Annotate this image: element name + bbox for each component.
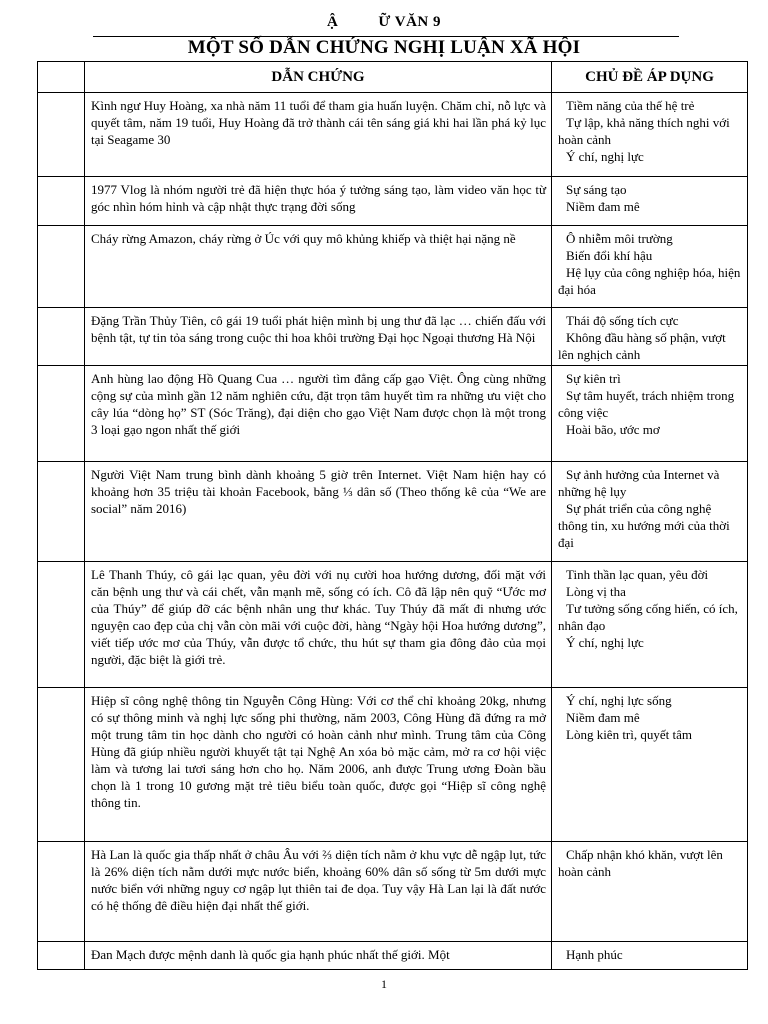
topic-item: Ô nhiễm môi trường bbox=[566, 231, 673, 246]
table-row bbox=[38, 177, 748, 226]
header-blank-cell bbox=[38, 62, 85, 93]
row-index-cell bbox=[38, 462, 85, 562]
row-index-cell bbox=[38, 308, 85, 366]
table-row bbox=[38, 462, 748, 562]
topic-item: Tư tưởng sống cống hiến, có ích, nhân đạo bbox=[558, 601, 738, 633]
row-index-cell bbox=[38, 177, 85, 226]
document-title: MỘT SỐ DẪN CHỨNG NGHỊ LUẬN XÃ HỘI bbox=[187, 37, 581, 58]
topic-item: Hạnh phúc bbox=[566, 947, 623, 962]
topic-item: Ý chí, nghị lực bbox=[566, 635, 644, 650]
topic-cell bbox=[552, 226, 748, 308]
evidence-cell: Anh hùng lao động Hồ Quang Cua … người tìm đẳng cấp gạo Việt. Ông cùng những cộng sự của mình gần 12 năm nghiên cứu, đặt trọn tâm huyết tìm ra những ưu việt cho cây lúa “dòng họ” ST (Sóc Trăng), đại diện cho gạo Việt Nam được chọn là một trong 3 loại gạo ngon nhất thế giới bbox=[85, 366, 552, 462]
topic-cell bbox=[552, 942, 748, 970]
row-index-cell bbox=[38, 688, 85, 842]
topic-item: Niềm đam mê bbox=[566, 710, 640, 725]
evidence-cell: 1977 Vlog là nhóm người trẻ đã hiện thực hóa ý tưởng sáng tạo, làm video văn học từ góc nhìn hóm hỉnh và cập nhật thực trạng đời sống bbox=[85, 177, 552, 226]
topic-item: Sự ảnh hưởng của Internet và những hệ lụy bbox=[558, 467, 720, 499]
table-row bbox=[38, 942, 748, 970]
topic-item: Ý chí, nghị lực sống bbox=[566, 693, 672, 708]
page-header bbox=[0, 14, 768, 31]
topic-cell bbox=[552, 462, 748, 562]
topic-cell bbox=[552, 366, 748, 462]
header-topic: CHỦ ĐỀ ÁP DỤNG bbox=[552, 62, 748, 93]
evidence-cell: Hiệp sĩ công nghệ thông tin Nguyễn Công Hùng: Với cơ thể chỉ khoảng 20kg, nhưng có sự thông minh và nghị lực sống phi thường, năm 2003, Công Hùng đã đứng ra mở một trung tâm tin học dành cho người có hoàn cảnh như mình. Trung tâm của Công Hùng đã giúp nhiều người khuyết tật tại Nghệ An xóa bỏ mặc cảm, mở ra cơ hội việc làm và tương lai tươi sáng hơn cho họ. Năm 2006, anh được Trung ương Đoàn bầu chọn là 1 trong 10 gương mặt trẻ tiêu biểu toàn quốc, được gọi “Hiệp sĩ công nghệ thông tin. bbox=[85, 688, 552, 842]
row-index-cell bbox=[38, 366, 85, 462]
row-index-cell bbox=[38, 226, 85, 308]
topic-item: Lòng kiên trì, quyết tâm bbox=[566, 727, 693, 742]
topic-item: Thái độ sống tích cực bbox=[566, 313, 679, 328]
topic-cell bbox=[552, 93, 748, 177]
topic-item: Tự lập, khả năng thích nghi với hoàn cảnh bbox=[558, 115, 730, 147]
row-index-cell bbox=[38, 562, 85, 688]
evidence-cell: Đan Mạch được mệnh danh là quốc gia hạnh phúc nhất thế giới. Một bbox=[85, 942, 552, 970]
table-row bbox=[38, 842, 748, 942]
topic-item: Ý chí, nghị lực bbox=[566, 149, 644, 164]
evidence-cell: Người Việt Nam trung bình dành khoảng 5 giờ trên Internet. Việt Nam hiện hay có khoảng hơn 35 triệu tài khoản Facebook, bằng ⅓ dân số (Theo thống kê của “We are social” năm 2016) bbox=[85, 462, 552, 562]
evidence-cell: Cháy rừng Amazon, cháy rừng ở Úc với quy mô khủng khiếp và thiệt hại nặng nề bbox=[85, 226, 552, 308]
table-row bbox=[38, 308, 748, 366]
header-evidence: DẪN CHỨNG bbox=[85, 62, 552, 93]
topic-cell bbox=[552, 842, 748, 942]
table-row bbox=[38, 688, 748, 842]
topic-item: Lòng vị tha bbox=[566, 584, 626, 599]
topic-item: Hệ lụy của công nghiệp hóa, hiện đại hóa bbox=[558, 265, 741, 297]
topic-item: Sự phát triển của công nghệ thông tin, xu hướng mới của thời đại bbox=[558, 501, 730, 550]
topic-cell bbox=[552, 562, 748, 688]
table-row bbox=[38, 226, 748, 308]
topic-item: Niềm đam mê bbox=[566, 199, 640, 214]
evidence-cell: Lê Thanh Thúy, cô gái lạc quan, yêu đời với nụ cười hoa hướng dương, đối mặt với căn bệnh ung thư và cái chết, vẫn mạnh mẽ, sống có ích. Cô đã lập nên quỹ “Ước mơ của Thúy” để giúp đỡ các bệnh nhân ung thư khác. Tuy Thúy đã mất đi nhưng ước nguyện cao đẹp của chị vẫn còn mãi với cuộc đời, hàng “Ngày hội Hoa hướng dương”, viết tiếp ước mơ của Thúy, vẫn được tổ chức, thu hút sự tham gia đông đảo của mọi người, đặc biệt là giới trẻ. bbox=[85, 562, 552, 688]
topic-item: Biến đổi khí hậu bbox=[566, 248, 653, 263]
topic-cell bbox=[552, 177, 748, 226]
evidence-cell: Hà Lan là quốc gia thấp nhất ở châu Âu với ⅔ diện tích nằm ở khu vực dễ ngập lụt, tức là 26% diện tích nằm dưới mực nước biển, khoảng 60% dân số sống từ 5m dưới mực nước biển với những nguy cơ ngập lụt thiên tai đe dọa. Tuy vậy Hà Lan lại là đất nước có hệ thống đê điều hiện đại nhất thế giới. bbox=[85, 842, 552, 942]
topic-item: Sự kiên trì bbox=[566, 371, 621, 386]
page-number: 1 bbox=[381, 977, 387, 991]
table-row bbox=[38, 366, 748, 462]
table-header-row bbox=[38, 62, 748, 93]
table-row bbox=[38, 562, 748, 688]
header-left: Ậ bbox=[326, 14, 339, 30]
topic-cell bbox=[552, 308, 748, 366]
evidence-table bbox=[37, 61, 748, 970]
topic-item: Chấp nhận khó khăn, vượt lên hoàn cảnh bbox=[558, 847, 723, 879]
topic-item: Sự sáng tạo bbox=[566, 182, 627, 197]
row-index-cell bbox=[38, 942, 85, 970]
topic-item: Không đầu hàng số phận, vượt lên nghịch cảnh bbox=[558, 330, 726, 362]
topic-item: Tiềm năng của thế hệ trẻ bbox=[566, 98, 695, 113]
header-right: Ữ VĂN 9 bbox=[378, 14, 441, 30]
topic-item: Sự tâm huyết, trách nhiệm trong công việc bbox=[558, 388, 735, 420]
row-index-cell bbox=[38, 93, 85, 177]
topic-cell bbox=[552, 688, 748, 842]
evidence-cell: Kình ngư Huy Hoàng, xa nhà năm 11 tuổi để tham gia huấn luyện. Chăm chỉ, nỗ lực và quyết tâm, năm 19 tuổi, Huy Hoàng đã trở thành cái tên sáng giá khi hai lần phá kỷ lục tại Seagame 30 bbox=[85, 93, 552, 177]
topic-item: Tinh thần lạc quan, yêu đời bbox=[566, 567, 709, 582]
topic-item: Hoài bão, ước mơ bbox=[566, 422, 660, 437]
table-row bbox=[38, 93, 748, 177]
evidence-cell: Đặng Trần Thủy Tiên, cô gái 19 tuổi phát hiện mình bị ung thư đã lạc … chiến đấu với bệnh tật, tự tin tỏa sáng trong cuộc thi hoa khôi trường Đại học Ngoại thương Hà Nội bbox=[85, 308, 552, 366]
row-index-cell bbox=[38, 842, 85, 942]
